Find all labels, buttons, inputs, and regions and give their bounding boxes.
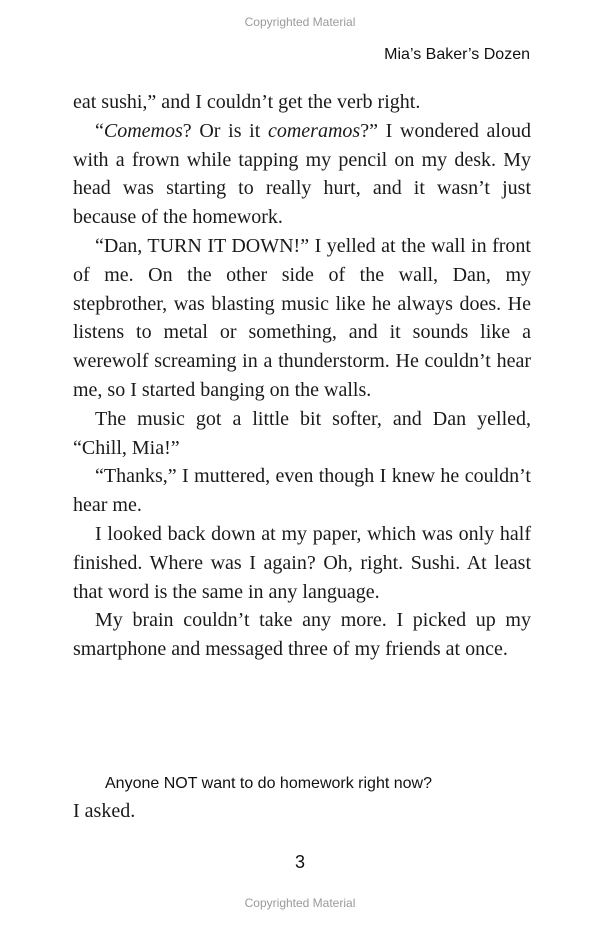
body-text xyxy=(73,88,531,664)
paragraph xyxy=(73,117,531,232)
text-message: Anyone NOT want to do homework right now? xyxy=(105,775,432,792)
spanish-word-comemos: Comemos xyxy=(103,119,183,142)
copyright-watermark-top: Copyrighted Material xyxy=(244,15,356,29)
paragraph-fragment: ?” I wondered aloud with a frown while tapping my pencil on my desk. My head was starting to really hurt, and it wasn’t just because of the homework. xyxy=(73,119,531,229)
copyright-watermark-bottom: Copyrighted Material xyxy=(244,896,356,910)
paragraph: “Dan, TURN IT DOWN!” I yelled at the wall in front of me. On the other side of the wall, Dan, my stepbrother, was blasting music like he always does. He listens to metal or something, and it sounds like a werewolf screaming in a thunderstorm. He couldn’t hear me, so I started banging on the walls. xyxy=(73,234,531,401)
paragraph: eat sushi,” and I couldn’t get the verb right. xyxy=(73,91,421,113)
spanish-word-comeramos: comeramos xyxy=(267,119,361,142)
paragraph: The music got a little bit softer, and Dan yelled, “Chill, Mia!” xyxy=(73,407,531,459)
running-head: Mia’s Baker’s Dozen xyxy=(384,46,530,63)
after-message-line: I asked. xyxy=(73,800,136,822)
quote-open: “ xyxy=(95,119,104,142)
paragraph-fragment: ? Or is it xyxy=(182,119,268,142)
page-number: 3 xyxy=(294,852,305,872)
paragraph: I looked back down at my paper, which was only half finished. Where was I again? Oh, right. Sushi. At least that word is the same in any language. xyxy=(73,522,531,603)
paragraph: “Thanks,” I muttered, even though I knew he couldn’t hear me. xyxy=(73,465,531,517)
paragraph: My brain couldn’t take any more. I picked up my smartphone and messaged three of my friends at once. xyxy=(73,609,531,661)
